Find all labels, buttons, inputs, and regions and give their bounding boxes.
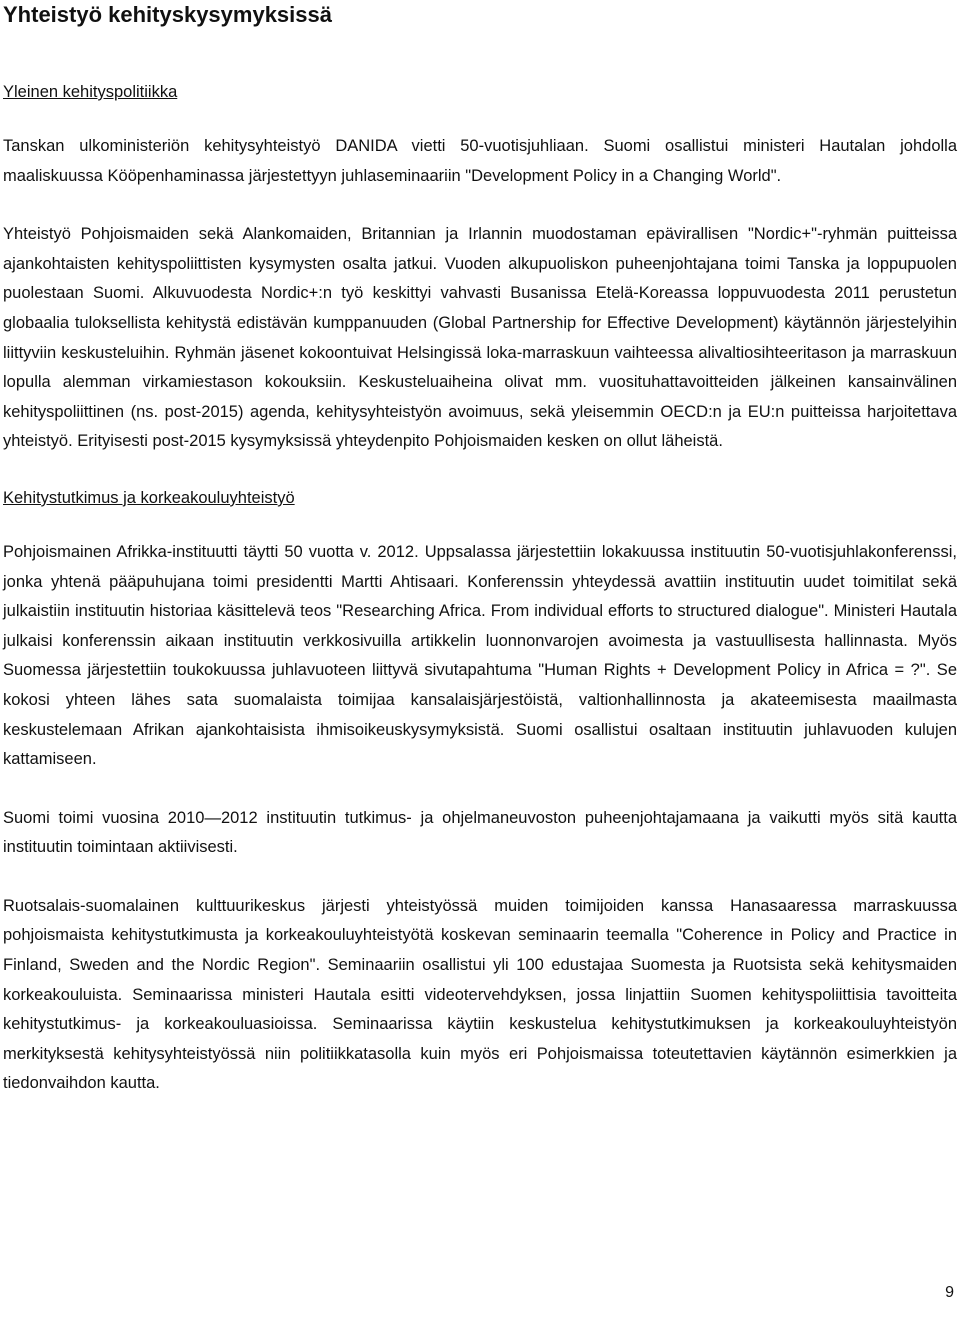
paragraph: Tanskan ulkoministeriön kehitysyhteistyö DANIDA vietti 50-vuotisjuhliaan. Suomi osallistui ministeri Hautalan johdolla maaliskuussa Kööpenhaminassa järjestettyyn juhlaseminaariin "Development Policy in a Changing World". <box>3 137 957 185</box>
section-development-research <box>3 484 957 1099</box>
paragraph: Yhteistyö Pohjoismaiden sekä Alankomaiden, Britannian ja Irlannin muodostaman epävirallisen "Nordic+"-ryhmän puitteissa ajankohtaisten kehityspoliittisten kysymysten osalta jatkui. Vuoden alkupuoliskon puheenjohtajana toimi Tanska ja loppupuolen puolestaan Suomi. Alkuvuodesta Nordic+:n työ keskittyi vahvasti Busanissa Etelä-Koreassa loppuvuodesta 2011 perustetun globaalia tuloksellista kehitystä edistävän kumppanuuden (Global Partnership for Effective Development) käytännön järjestelyihin liittyviin keskusteluihin. Ryhmän jäsenet kokoontuivat Helsingissä loka-marraskuun vaihteessa alivaltiosihteeritason ja marraskuun lopulla alemman virkamiestason kokouksiin. Keskusteluaiheina olivat mm. vuosituhattavoitteiden jälkeinen kansainvälinen kehityspoliittinen (ns. post-2015) agenda, kehitysyhteistyön avoimuus, sekä yleisemmin OECD:n ja EU:n puitteissa harjoitettava yhteistyö. Erityisesti post-2015 kysymyksissä yhteydenpito Pohjoismaiden kesken on ollut läheistä. <box>3 225 957 451</box>
section-general-development-policy <box>3 78 957 457</box>
section-heading: Kehitystutkimus ja korkeakouluyhteistyö <box>3 488 295 507</box>
paragraph: Pohjoismainen Afrikka-instituutti täytti 50 vuotta v. 2012. Uppsalassa järjestettiin lokakuussa instituutin 50-vuotisjuhlakonferenssi, jonka yhtenä pääpuhujana toimi presidentti Martti Ahtisaari. Konferenssin yhteydessä avattiin instituutin uudet toimitilat sekä julkaistiin instituutin historiaa käsittelevä teos "Researching Africa. From individual efforts to structured dialogue". Ministeri Hautala julkaisi konferenssin aikaan instituutin verkkosivuilla artikkelin luonnonvarojen avoimesta ja vastuullisesta hallinnasta. Myös Suomessa järjestettiin toukokuussa juhlavuoteen liittyvä sivutapahtuma "Human Rights + Development Policy in Africa = ?". Se kokosi yhteen lähes sata suomalaista toimijaa kansalaisjärjestöistä, valtionhallinnosta ja akateemisesta maailmasta keskustelemaan Afrikan ajankohtaisista ihmisoikeuskysymyksistä. Suomi osallistui osaltaan instituutin juhlavuoden kulujen kattamiseen. <box>3 542 957 769</box>
document-title: Yhteistyö kehityskysymyksissä <box>3 2 332 27</box>
paragraph: Ruotsalais-suomalainen kulttuurikeskus järjesti yhteistyössä muiden toimijoiden kanssa Hanasaaressa marraskuussa pohjoismaista kehitystutkimusta ja korkeakouluyhteistyötä koskevan seminaarin teemalla "Coherence in Policy and Practice in Finland, Sweden and the Nordic Region". Seminaariin osallistui yli 100 edustajaa Suomesta ja Ruotsista sekä kehitysmaiden korkeakouluista. Seminaarissa ministeri Hautala esitti videotervehdyksen, jossa linjattiin Suomen kehityspoliittisia tavoitteita kehitystutkimus- ja korkeakouluasioissa. Seminaarissa käytiin keskustelua kehitystutkimuksen ja korkeakouluyhteistyön merkityksestä kehitysyhteistyössä niin politiikkatasolla kuin myös eri Pohjoismaissa toteutettavien käytännön esimerkkien ja tiedonvaihdon kautta. <box>3 896 957 1093</box>
paragraph: Suomi toimi vuosina 2010—2012 instituutin tutkimus- ja ohjelmaneuvoston puheenjohtajamaana ja vaikutti myös sitä kautta instituutin toimintaan aktiivisesti. <box>3 808 957 857</box>
page-number: 9 <box>945 1284 954 1301</box>
document-page <box>3 0 957 1099</box>
section-heading: Yleinen kehityspolitiikka <box>3 83 178 101</box>
